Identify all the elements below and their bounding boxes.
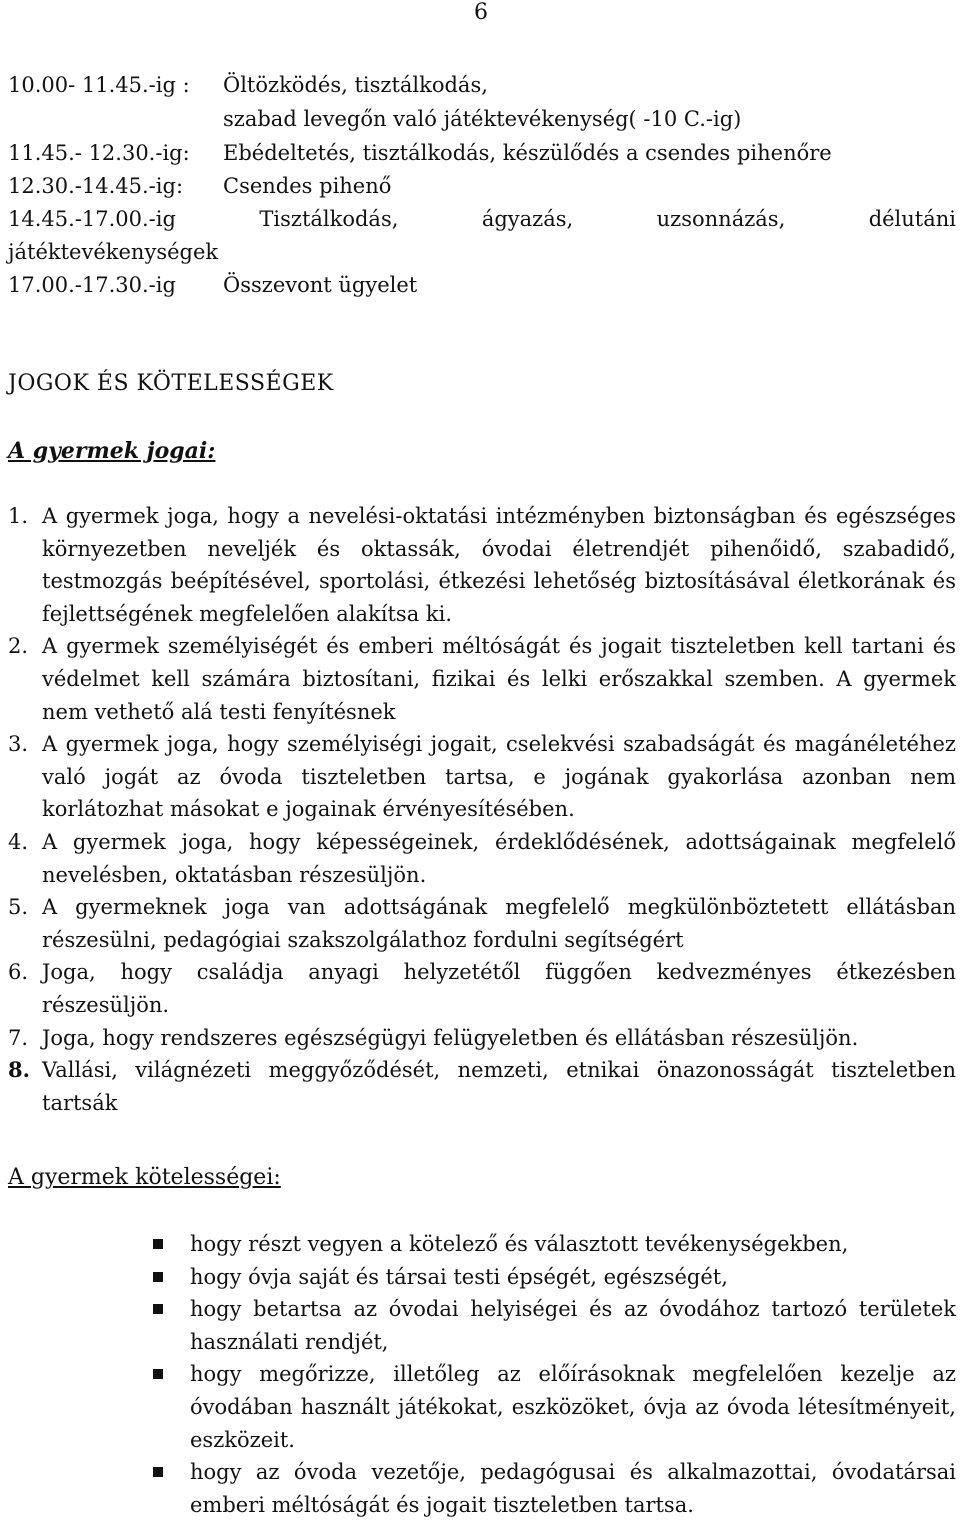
schedule-word: Tisztálkodás, xyxy=(259,207,399,231)
schedule-row xyxy=(223,106,741,132)
schedule-time: 11.45.- 12.30.-ig: xyxy=(8,141,190,165)
list-item xyxy=(8,826,956,891)
schedule-word: uzsonnázás, xyxy=(656,207,786,231)
item-text: A gyermeknek joga van adottságának megfelelő megkülönböztetett ellátásban részesülni, pedagógiai szakszolgálathoz fordulni segítségért xyxy=(42,895,956,952)
list-item xyxy=(150,1293,956,1358)
square-bullet-icon xyxy=(150,1358,190,1456)
square-bullet-icon xyxy=(150,1261,190,1294)
schedule-activity: játéktevékenységek xyxy=(8,240,219,264)
duties-list xyxy=(150,1228,956,1521)
schedule-time: 17.00.-17.30.-ig xyxy=(8,273,176,297)
schedule-word: ágyazás, xyxy=(481,207,574,231)
item-number: 6. xyxy=(8,960,29,985)
schedule-word: délutáni xyxy=(868,207,956,231)
item-text: Joga, hogy rendszeres egészségügyi felügyeletben és ellátásban részesüljön. xyxy=(42,1025,859,1050)
schedule-time: 10.00- 11.45.-ig : xyxy=(8,73,190,97)
item-text: hogy óvja saját és társai testi épségét, egészségét, xyxy=(190,1264,728,1289)
item-text: hogy az óvoda vezetője, pedagógusai és alkalmazottai, óvodatársai emberi méltóságát és jogait tiszteletben tartsa. xyxy=(190,1460,956,1517)
list-item xyxy=(8,500,956,630)
list-item xyxy=(8,891,956,956)
item-text: A gyermek joga, hogy személyiségi jogait, cselekvési szabadságát és magánéletéhez való jogát az óvoda tiszteletben tartsa, e jogának gyakorlása azonban nem korlátozhat másokat e jogainak érvényesítésében. xyxy=(42,732,956,822)
item-text: hogy részt vegyen a kötelező és választott tevékenységekben, xyxy=(190,1232,849,1256)
schedule-activity: szabad levegőn való játéktevékenység( -10 C.-ig) xyxy=(223,107,742,131)
item-text: Vallási, világnézeti meggyőződését, nemzeti, etnikai önazonosságát tiszteletben tartsák xyxy=(42,1058,956,1115)
item-number: 5. xyxy=(8,895,29,920)
list-item xyxy=(8,630,956,728)
item-text: hogy betartsa az óvodai helyiségei és az óvodához tartozó területek használati rendjét, xyxy=(190,1297,956,1354)
item-text: A gyermek joga, hogy képességeinek, érdeklődésének, adottságainak megfelelő nevelésben, oktatásban részesüljön. xyxy=(42,829,956,887)
list-item xyxy=(150,1261,956,1294)
item-text: A gyermek joga, hogy a nevelési-oktatási intézményben biztonságban és egészséges környezetben neveljék és oktassák, óvodai életrendjét pihenőidő, szabadidő, testmozgás beépítésével, sportolási, étkezési lehetőség biztosításával életkorának és fejlettségének megfelelően alakítsa ki. xyxy=(42,504,956,626)
item-number: 7. xyxy=(8,1025,29,1050)
page-number: 6 xyxy=(474,0,488,25)
schedule-row xyxy=(8,72,488,98)
square-bullet-icon xyxy=(150,1293,190,1358)
schedule-row xyxy=(8,272,417,298)
list-item xyxy=(8,1054,956,1119)
item-number: 4. xyxy=(8,829,29,854)
duties-title: A gyermek kötelességei: xyxy=(8,1165,281,1190)
list-item xyxy=(8,1022,956,1055)
schedule-activity: Ebédeltetés, tisztálkodás, készülődés a csendes pihenőre xyxy=(223,141,832,165)
list-item xyxy=(150,1456,956,1521)
list-item xyxy=(150,1228,956,1261)
square-bullet-icon xyxy=(150,1456,190,1521)
item-number: 2. xyxy=(8,634,29,659)
item-text: hogy megőrizze, illetőleg az előírásoknak megfelelően kezelje az óvodában használt játékokat, eszközöket, óvja az óvoda létesítményeit, eszközeit. xyxy=(190,1362,956,1452)
schedule-row xyxy=(8,173,391,199)
schedule-row xyxy=(8,140,832,166)
item-number: 3. xyxy=(8,732,29,757)
list-item xyxy=(8,728,956,826)
item-text: Joga, hogy családja anyagi helyzetétől függően kedvezményes étkezésben részesüljön. xyxy=(42,960,956,1017)
schedule-activity: Csendes pihenő xyxy=(223,174,392,198)
square-bullet-icon xyxy=(150,1228,190,1261)
item-text: A gyermek személyiségét és emberi méltóságát és jogait tiszteletben kell tartani és védelmet kell számára biztosítani, fizikai és lelki erőszakkal szemben. A gyermek nem vethető alá testi fenyítésnek xyxy=(42,634,956,724)
schedule-time: 12.30.-14.45.-ig: xyxy=(8,174,184,198)
rights-title: A gyermek jogai: xyxy=(8,438,216,464)
list-item xyxy=(8,956,956,1021)
list-item xyxy=(150,1358,956,1456)
item-number: 1. xyxy=(8,504,29,528)
schedule-activity: Összevont ügyelet xyxy=(223,273,418,297)
section-title: JOGOK ÉS KÖTELESSÉGEK xyxy=(8,371,334,396)
schedule-activity: Öltözködés, tisztálkodás, xyxy=(223,73,488,97)
item-number: 8. xyxy=(8,1057,30,1083)
schedule-row xyxy=(8,206,956,232)
schedule-time: 14.45.-17.00.-ig xyxy=(8,207,176,231)
rights-list xyxy=(8,500,956,1119)
schedule-row xyxy=(8,239,218,265)
